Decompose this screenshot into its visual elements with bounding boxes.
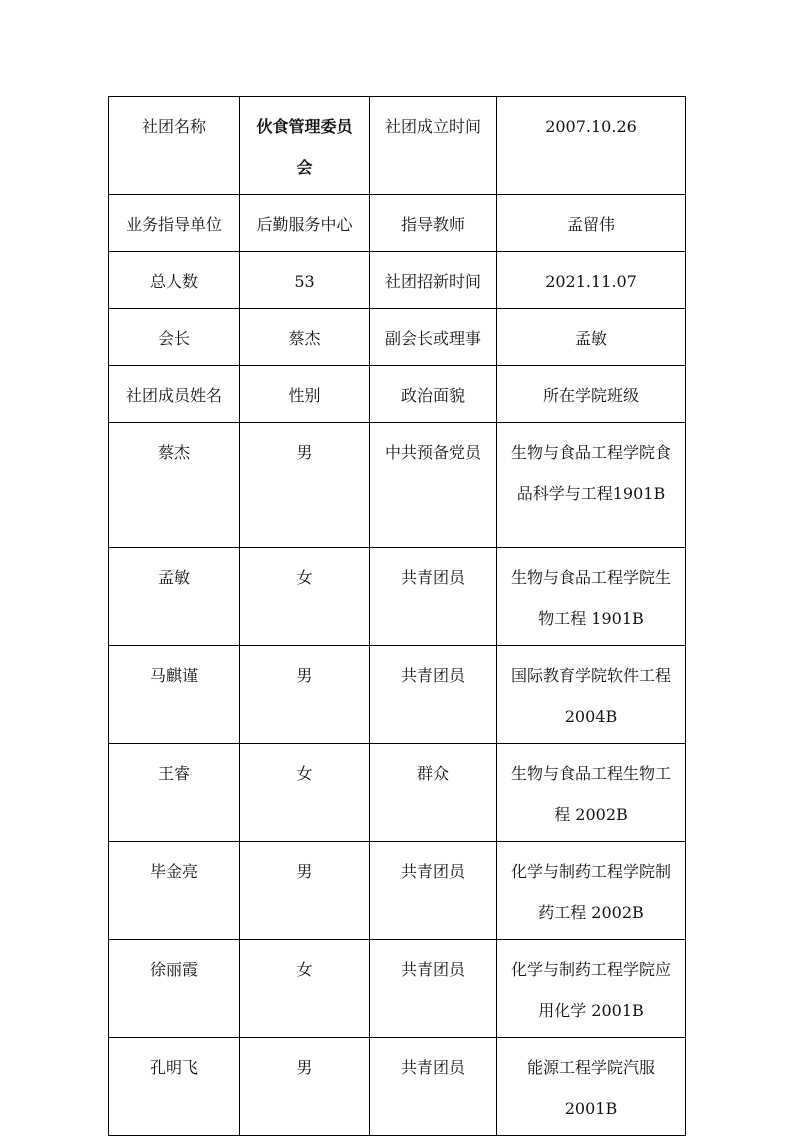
table-row (109, 97, 686, 195)
member-gender: 男 (240, 646, 370, 744)
member-college: 化学与制药工程学院制药工程 2002B (497, 842, 686, 940)
member-gender: 男 (240, 842, 370, 940)
member-gender: 女 (240, 940, 370, 1038)
table-row (109, 252, 686, 309)
member-name: 徐丽霞 (109, 940, 240, 1038)
founded-value: 2007.10.26 (497, 97, 686, 195)
vice-value: 孟敏 (497, 309, 686, 366)
member-college: 化学与制药工程学院应用化学 2001B (497, 940, 686, 1038)
member-row (109, 744, 686, 842)
table-row (109, 309, 686, 366)
member-row (109, 1038, 686, 1136)
member-gender: 女 (240, 744, 370, 842)
member-row (109, 940, 686, 1038)
header-political: 政治面貌 (370, 366, 497, 423)
member-gender: 男 (240, 423, 370, 548)
vice-label: 副会长或理事 (370, 309, 497, 366)
member-college: 国际教育学院软件工程 2004B (497, 646, 686, 744)
member-political: 共青团员 (370, 548, 497, 646)
table-row (109, 195, 686, 252)
member-row (109, 646, 686, 744)
member-row (109, 842, 686, 940)
advisor-value: 孟留伟 (497, 195, 686, 252)
member-political: 共青团员 (370, 1038, 497, 1136)
member-name: 毕金亮 (109, 842, 240, 940)
member-row (109, 423, 686, 548)
member-college: 生物与食品工程生物工程 2002B (497, 744, 686, 842)
president-value: 蔡杰 (240, 309, 370, 366)
club-name-label: 社团名称 (109, 97, 240, 195)
total-label: 总人数 (109, 252, 240, 309)
supervisor-unit-value: 后勤服务中心 (240, 195, 370, 252)
member-name: 马麒谨 (109, 646, 240, 744)
member-political: 中共预备党员 (370, 423, 497, 548)
member-name: 孔明飞 (109, 1038, 240, 1136)
member-college: 生物与食品工程学院生物工程 1901B (497, 548, 686, 646)
founded-label: 社团成立时间 (370, 97, 497, 195)
member-name: 蔡杰 (109, 423, 240, 548)
president-label: 会长 (109, 309, 240, 366)
club-info-table (108, 96, 686, 1136)
member-political: 群众 (370, 744, 497, 842)
member-row (109, 548, 686, 646)
supervisor-unit-label: 业务指导单位 (109, 195, 240, 252)
header-gender: 性别 (240, 366, 370, 423)
member-college: 生物与食品工程学院食品科学与工程1901B (497, 423, 686, 548)
member-college: 能源工程学院汽服2001B (497, 1038, 686, 1136)
member-name: 王睿 (109, 744, 240, 842)
members-header-row (109, 366, 686, 423)
member-gender: 女 (240, 548, 370, 646)
member-political: 共青团员 (370, 842, 497, 940)
header-name: 社团成员姓名 (109, 366, 240, 423)
recruit-value: 2021.11.07 (497, 252, 686, 309)
advisor-label: 指导教师 (370, 195, 497, 252)
header-college: 所在学院班级 (497, 366, 686, 423)
member-political: 共青团员 (370, 940, 497, 1038)
member-name: 孟敏 (109, 548, 240, 646)
total-value: 53 (240, 252, 370, 309)
club-name-value: 伙食管理委员会 (240, 97, 370, 195)
member-gender: 男 (240, 1038, 370, 1136)
member-political: 共青团员 (370, 646, 497, 744)
recruit-label: 社团招新时间 (370, 252, 497, 309)
